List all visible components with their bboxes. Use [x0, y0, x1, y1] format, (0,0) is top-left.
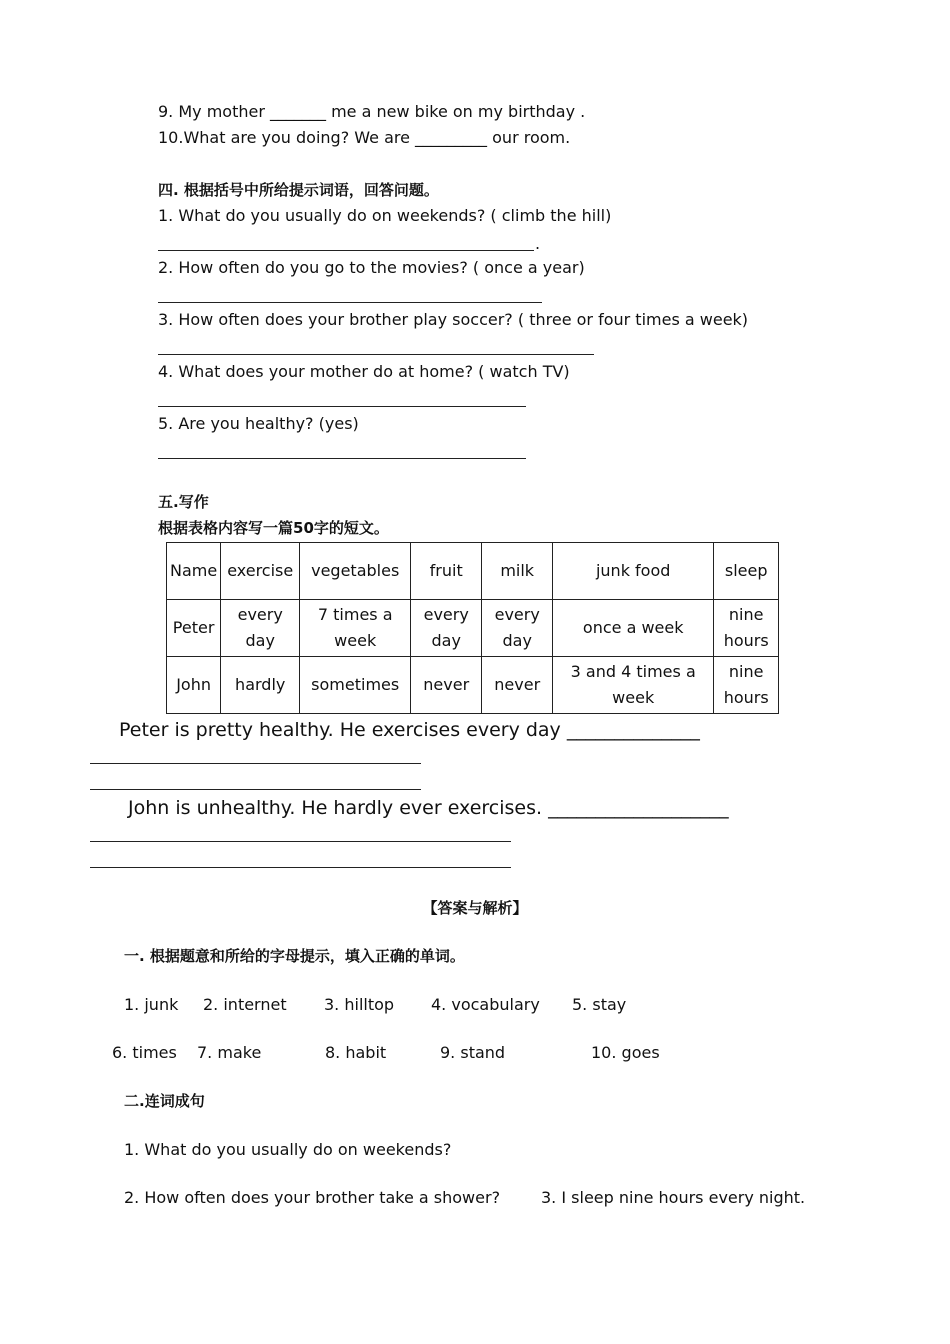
answer-item: 6. times: [112, 1043, 177, 1062]
answers-section-1-heading: 一. 根据题意和所给的字母提示，填入正确的单词。: [124, 947, 465, 965]
part5-heading: 五.写作: [158, 493, 209, 511]
answer-sentence-2: 2. How often does your brother take a shower?: [124, 1188, 501, 1207]
header-cell: vegetables: [300, 543, 411, 600]
answers-title: 【答案与解析】: [422, 899, 528, 917]
answer-sentence-1: 1. What do you usually do on weekends?: [124, 1140, 452, 1159]
header-cell: Name: [167, 543, 221, 600]
answer-item: 9. stand: [440, 1043, 506, 1062]
answer-item: 2. internet: [203, 995, 287, 1014]
answer-sentence-3: 3. I sleep nine hours every night.: [541, 1188, 806, 1207]
answer-item: 5. stay: [572, 995, 627, 1014]
answer-item: 10. goes: [591, 1043, 660, 1062]
table-cell: never: [482, 657, 553, 714]
table-cell: sometimes: [300, 657, 411, 714]
table-cell: nine hours: [714, 600, 779, 657]
table-row: [167, 657, 779, 714]
answer-item: 7. make: [197, 1043, 262, 1062]
answer-item: 3. hilltop: [324, 995, 395, 1014]
part4-heading: 四. 根据括号中所给提示词语，回答问题。: [158, 181, 439, 199]
table-cell: 7 times a week: [300, 600, 411, 657]
header-cell: exercise: [221, 543, 300, 600]
answer-line-2: [158, 302, 542, 303]
header-cell: junk food: [553, 543, 714, 600]
table-cell: never: [411, 657, 482, 714]
answer-item: 4. vocabulary: [431, 995, 540, 1014]
question-10: 10.What are you doing? We are _________ our room.: [158, 128, 571, 147]
header-cell: sleep: [714, 543, 779, 600]
table-cell: John: [167, 657, 221, 714]
part5-instruction: 根据表格内容写一篇50字的短文。: [158, 519, 389, 537]
writing-line: [90, 841, 511, 842]
question-9: 9. My mother _______ me a new bike on my birthday .: [158, 102, 586, 121]
header-cell: fruit: [411, 543, 482, 600]
table-header-row: [167, 543, 779, 600]
answer-line-5: [158, 458, 526, 459]
part4-question-4: 4. What does your mother do at home? ( watch TV): [158, 362, 570, 381]
part4-question-5: 5. Are you healthy? (yes): [158, 414, 359, 433]
answer-line-1: [158, 250, 534, 251]
table-cell: Peter: [167, 600, 221, 657]
table-cell: every day: [411, 600, 482, 657]
table-cell: nine hours: [714, 657, 779, 714]
health-habits-table: [166, 542, 779, 714]
table-cell: hardly: [221, 657, 300, 714]
writing-line: [90, 763, 421, 764]
writing-line: [90, 789, 421, 790]
john-paragraph-start: John is unhealthy. He hardly ever exercises. ___________________: [128, 797, 729, 819]
table-cell: every day: [221, 600, 300, 657]
header-cell: milk: [482, 543, 553, 600]
part4-question-3: 3. How often does your brother play soccer? ( three or four times a week): [158, 310, 749, 329]
peter-paragraph-start: Peter is pretty healthy. He exercises every day ______________: [119, 719, 700, 741]
answer-item: 1. junk: [124, 995, 179, 1014]
answer-line-3: [158, 354, 594, 355]
part4-question-2: 2. How often do you go to the movies? ( once a year): [158, 258, 585, 277]
answer-line-4: [158, 406, 526, 407]
writing-line: [90, 867, 511, 868]
answers-section-2-heading: 二.连词成句: [124, 1092, 205, 1110]
table-row: [167, 600, 779, 657]
answer-item: 8. habit: [325, 1043, 387, 1062]
table-cell: every day: [482, 600, 553, 657]
answer-line-1-period: .: [535, 234, 541, 253]
table-cell: once a week: [553, 600, 714, 657]
part4-question-1: 1. What do you usually do on weekends? ( climb the hill): [158, 206, 612, 225]
table-cell: 3 and 4 times a week: [553, 657, 714, 714]
